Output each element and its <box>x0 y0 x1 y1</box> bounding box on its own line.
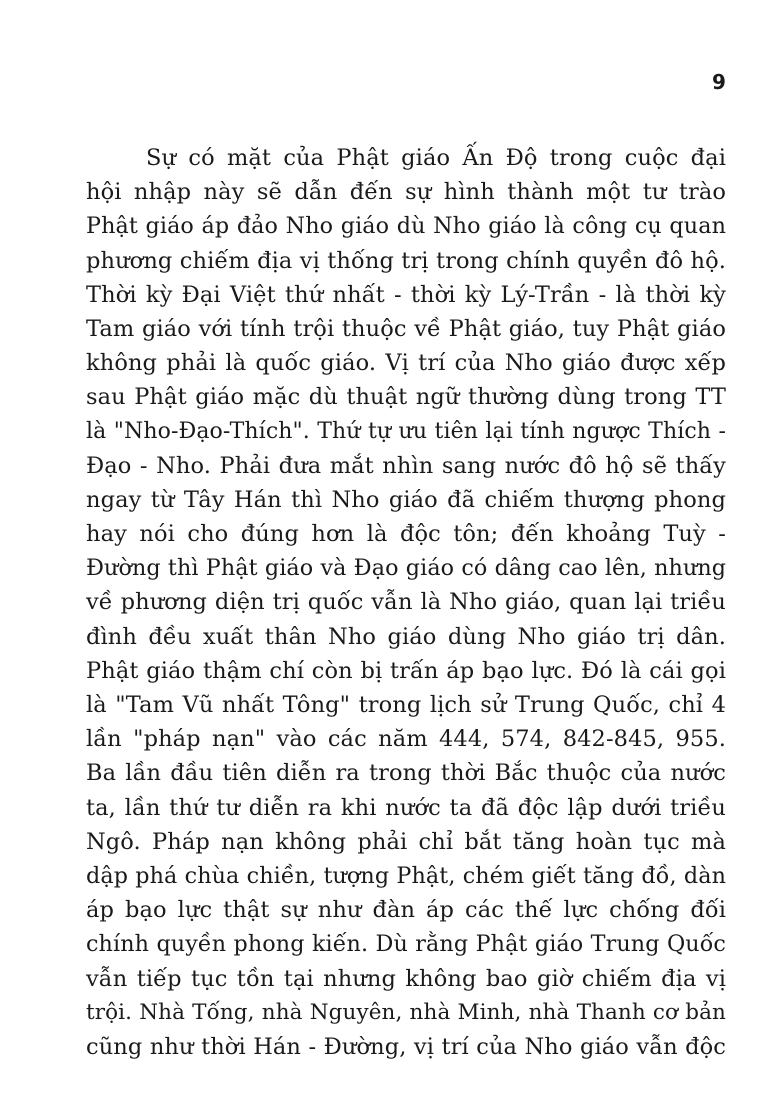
text-line: là "Tam Vũ nhất Tông" trong lịch sử Trung Quốc, chỉ 4 <box>86 692 726 718</box>
text-line: Tam giáo với tính trội thuộc về Phật giáo, tuy Phật giáo <box>86 315 726 342</box>
text-line: đình đều xuất thân Nho giáo dùng Nho giáo trị dân. <box>86 623 726 650</box>
text-line: Thời kỳ Đại Việt thứ nhất - thời kỳ Lý-Trần - là thời kỳ <box>86 281 726 308</box>
text-line: phương chiếm địa vị thống trị trong chính quyền đô hộ. <box>86 247 726 274</box>
text-line: vẫn tiếp tục tồn tại nhưng không bao giờ chiếm địa vị <box>86 965 726 992</box>
text-line: Ngô. Pháp nạn không phải chỉ bắt tăng hoàn tục mà <box>86 828 726 855</box>
text-line: Phật giáo thậm chí còn bị trấn áp bạo lực. Đó là cái gọi <box>86 657 726 684</box>
text-line: sau Phật giáo mặc dù thuật ngữ thường dùng trong TT <box>86 384 726 411</box>
text-line: cũng như thời Hán - Đường, vị trí của Nho giáo vẫn độc <box>86 1033 726 1060</box>
page-number: 9 <box>712 70 726 94</box>
text-line: Phật giáo áp đảo Nho giáo dù Nho giáo là công cụ quan <box>86 213 726 240</box>
text-line: trội. Nhà Tống, nhà Nguyên, nhà Minh, nhà Thanh cơ bản <box>86 999 726 1025</box>
text-line: áp bạo lực thật sự như đàn áp các thế lực chống đối <box>86 897 726 924</box>
text-line: không phải là quốc giáo. Vị trí của Nho giáo được xếp <box>86 350 726 377</box>
text-line: Sự có mặt của Phật giáo Ấn Độ trong cuộc đại <box>146 145 726 171</box>
text-line: về phương diện trị quốc vẫn là Nho giáo, quan lại triều <box>86 589 726 616</box>
text-line: Ba lần đầu tiên diễn ra trong thời Bắc thuộc của nước <box>86 760 726 787</box>
body-text <box>86 141 726 1064</box>
text-line: hội nhập này sẽ dẫn đến sự hình thành một tư trào <box>86 179 726 206</box>
text-line: ta, lần thứ tư diễn ra khi nước ta đã độc lập dưới triều <box>86 794 726 821</box>
text-line: Đường thì Phật giáo và Đạo giáo có dâng cao lên, nhưng <box>86 555 727 582</box>
text-line: ngay từ Tây Hán thì Nho giáo đã chiếm thượng phong <box>86 486 726 513</box>
text-line: dập phá chùa chiền, tượng Phật, chém giết tăng đồ, dàn <box>86 862 726 889</box>
text-line: chính quyền phong kiến. Dù rằng Phật giáo Trung Quốc <box>86 931 726 958</box>
text-line: lần "pháp nạn" vào các năm 444, 574, 842-845, 955. <box>86 726 726 753</box>
text-line: Đạo - Nho. Phải đưa mắt nhìn sang nước đô hộ sẽ thấy <box>86 452 726 479</box>
text-line: hay nói cho đúng hơn là độc tôn; đến khoảng Tuỳ - <box>86 521 726 548</box>
text-line: là "Nho-Đạo-Thích". Thứ tự ưu tiên lại tính ngược Thích - <box>86 418 726 444</box>
